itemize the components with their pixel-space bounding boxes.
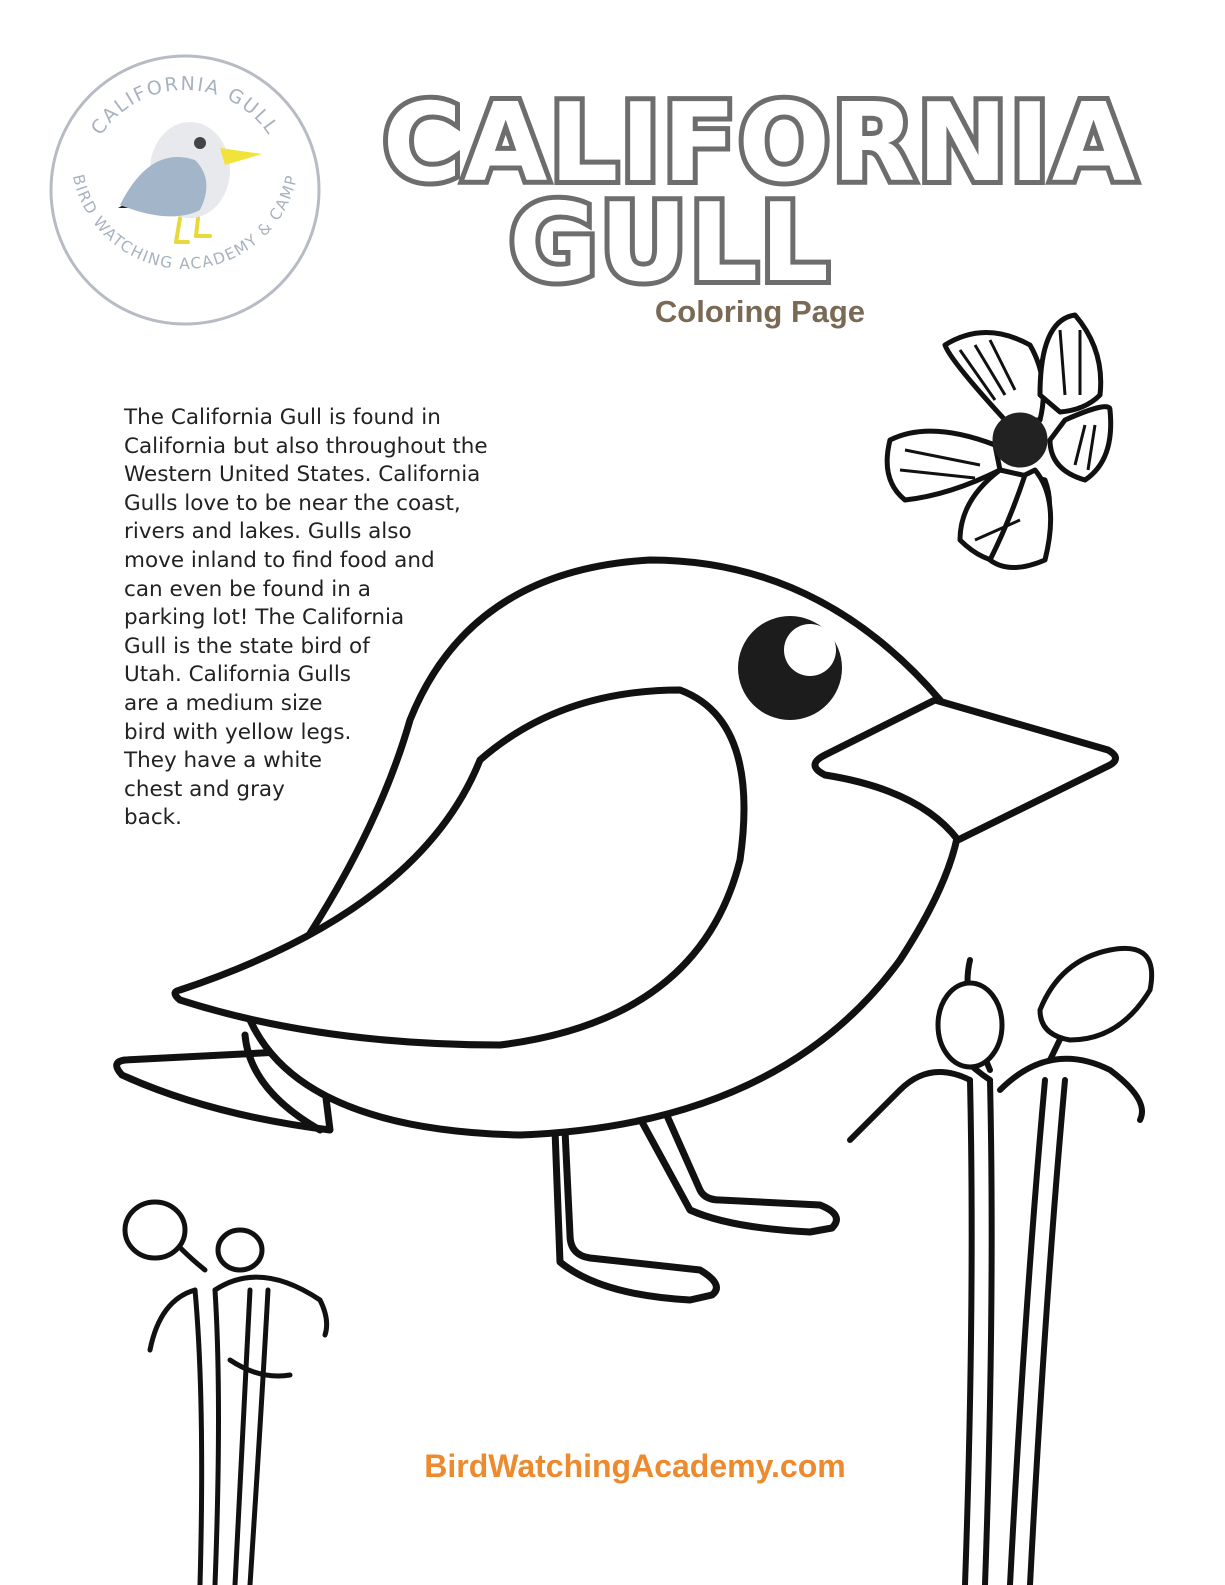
description-line: rivers and lakes. Gulls also [124, 519, 412, 545]
description-line: parking lot! The California [124, 605, 405, 631]
description-line: California but also throughout the [124, 433, 488, 459]
description-line: move inland to find food and [124, 547, 435, 573]
page-title-line-2: GULL [509, 181, 831, 306]
description-line: The California Gull is found in [124, 405, 441, 430]
description-line: bird with yellow legs. [124, 719, 352, 745]
poppy-flower-icon [887, 315, 1111, 568]
logo-ring-bottom-text: BIRD WATCHING ACADEMY & CAMP [68, 172, 302, 273]
description-line: chest and gray [124, 776, 285, 802]
description-line: Utah. California Gulls [124, 662, 351, 688]
logo-ring-top-text: CALIFORNIA GULL [86, 72, 284, 140]
description-line: They have a white [124, 748, 322, 774]
page-subtitle: Coloring Page [654, 294, 866, 329]
footer-website-url: BirdWatchingAcademy.com [424, 1448, 846, 1484]
grass-flower-icon-left [125, 1202, 327, 1585]
description-line: Western United States. California [124, 462, 481, 488]
grass-flower-icon [850, 948, 1152, 1585]
description-line: Gulls love to be near the coast, [124, 490, 461, 516]
description-line: Gull is the state bird of [124, 633, 370, 659]
description-line: back. [124, 805, 182, 831]
gull-outline-icon [117, 560, 1116, 1300]
page-title-line-1: CALIFORNIA [382, 81, 1138, 206]
description-line: are a medium size [124, 690, 323, 716]
description-line: can even be found in a [124, 576, 371, 602]
